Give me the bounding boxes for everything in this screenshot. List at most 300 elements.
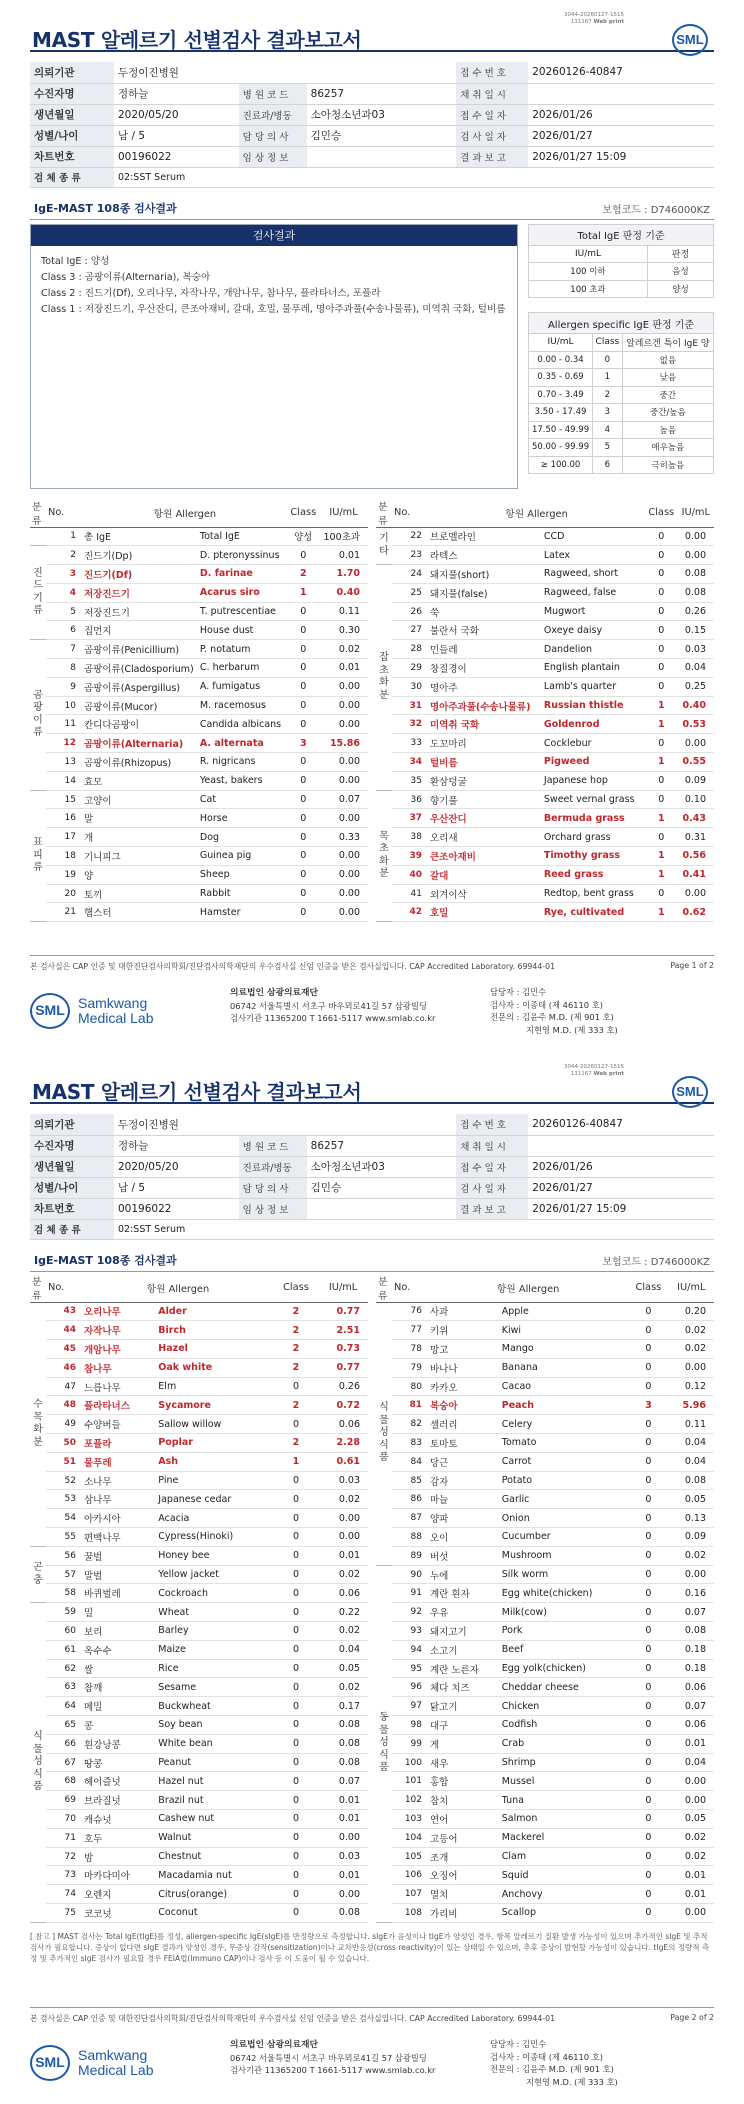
allergen-english: Ash bbox=[156, 1452, 274, 1471]
allergen-english: Pork bbox=[500, 1622, 628, 1641]
allergen-korean: 명아주과풀(수송나물류) bbox=[428, 696, 542, 715]
allergen-korean: 호두 bbox=[82, 1828, 156, 1847]
allergen-english: Rabbit bbox=[198, 884, 288, 903]
table-row bbox=[30, 1565, 368, 1584]
allergen-no: 79 bbox=[392, 1358, 428, 1377]
allergen-no: 81 bbox=[392, 1396, 428, 1415]
total-ige-criteria-table: Total IgE 판정 기준 IU/mL 판정 100 이하 음성 100 초과 양성 bbox=[528, 224, 714, 299]
table-row bbox=[376, 1302, 714, 1321]
allergen-class: 0 bbox=[288, 621, 319, 640]
allergen-class: 0 bbox=[274, 1828, 318, 1847]
allergen-class: 0 bbox=[645, 659, 677, 678]
allergen-korean: 연어 bbox=[428, 1810, 500, 1829]
allergen-value: 0.31 bbox=[678, 828, 715, 847]
allergen-korean: 자작나무 bbox=[82, 1321, 156, 1340]
allergen-value: 0.06 bbox=[318, 1584, 368, 1603]
allergen-korean: 삼나무 bbox=[82, 1490, 156, 1509]
allergen-korean: 밀 bbox=[82, 1603, 156, 1622]
allergen-no: 58 bbox=[46, 1584, 82, 1603]
allergen-korean: 칸디다곰팡이 bbox=[82, 715, 198, 734]
allergen-no: 72 bbox=[46, 1847, 82, 1866]
allergen-value: 0.43 bbox=[678, 809, 715, 828]
allergen-korean: 보리 bbox=[82, 1622, 156, 1641]
table-row bbox=[30, 1791, 368, 1810]
allergen-korean: 쑥 bbox=[428, 602, 542, 621]
col-header-grp: 분류 bbox=[30, 1274, 46, 1303]
print-code: 3044-20260127-1515 131167 Web print bbox=[564, 1064, 624, 1077]
patient-info-table: 의뢰기관 두정이진병원 접 수 번 호 20260126-40847 수진자명 정하늘 병 원 코 드 86257 채 취 일 시 생년월일 2020/05/20 진료과/병동 소아청소년과03 접 수 일 자 2026/01/26 성별/나이 남 / 5 담 당 의 사 김민승 검 사 일 자 2026/01/27 차트번호 00196022 임 상 정 보 결 과 보 고 2026/01/27 15:09 검 체 종 류 02:SST Serum bbox=[30, 1114, 714, 1240]
allergen-value: 0.13 bbox=[669, 1509, 714, 1528]
table-row bbox=[376, 1622, 714, 1641]
table-row bbox=[376, 1546, 714, 1565]
allergen-class: 0 bbox=[274, 1716, 318, 1735]
allergen-value: 0.05 bbox=[669, 1810, 714, 1829]
allergen-korean: 큰조아재비 bbox=[428, 847, 542, 866]
allergen-value: 0.05 bbox=[318, 1659, 368, 1678]
allergen-korean: 카카오 bbox=[428, 1377, 500, 1396]
allergen-korean: 당근 bbox=[428, 1452, 500, 1471]
allergen-value: 0.07 bbox=[669, 1697, 714, 1716]
allergen-class: 0 bbox=[628, 1640, 668, 1659]
allergen-english: Oxeye daisy bbox=[542, 621, 645, 640]
allergen-no: 7 bbox=[46, 640, 82, 659]
allergen-value: 0.00 bbox=[678, 527, 715, 546]
table-row bbox=[30, 809, 368, 828]
allergen-class: 0 bbox=[274, 1697, 318, 1716]
table-row bbox=[30, 1415, 368, 1434]
allergen-korean: 호밀 bbox=[428, 903, 542, 922]
allergen-korean: 마늘 bbox=[428, 1490, 500, 1509]
allergen-value: 0.25 bbox=[678, 677, 715, 696]
allergen-korean: 곰팡이류(Cladosporium) bbox=[82, 659, 198, 678]
allergen-korean: 셀러리 bbox=[428, 1415, 500, 1434]
allergen-english: Sheep bbox=[198, 865, 288, 884]
table-row bbox=[376, 828, 714, 847]
allergen-value: 0.02 bbox=[669, 1321, 714, 1340]
allergen-class: 1 bbox=[645, 809, 677, 828]
allergen-korean: 양파 bbox=[428, 1509, 500, 1528]
allergen-value: 0.00 bbox=[319, 677, 368, 696]
allergen-value: 0.03 bbox=[318, 1847, 368, 1866]
allergen-no: 107 bbox=[392, 1885, 428, 1904]
allergen-korean: 오리새 bbox=[428, 828, 542, 847]
allergen-english: Poplar bbox=[156, 1434, 274, 1453]
allergen-no: 66 bbox=[46, 1734, 82, 1753]
col-header-allergen: 항원 Allergen bbox=[82, 499, 288, 528]
allergen-value: 1.70 bbox=[319, 565, 368, 584]
allergen-class: 0 bbox=[628, 1358, 668, 1377]
table-row bbox=[30, 715, 368, 734]
allergen-no: 48 bbox=[46, 1396, 82, 1415]
allergen-no: 52 bbox=[46, 1471, 82, 1490]
allergen-value: 0.04 bbox=[318, 1640, 368, 1659]
allergen-english: Beef bbox=[500, 1640, 628, 1659]
allergen-value: 0.01 bbox=[669, 1885, 714, 1904]
allergen-value: 0.01 bbox=[318, 1791, 368, 1810]
allergen-korean: 미역취 국화 bbox=[428, 715, 542, 734]
col-header-no: No. bbox=[46, 499, 82, 528]
allergen-korean: 메밀 bbox=[82, 1697, 156, 1716]
allergen-value: 0.55 bbox=[678, 753, 715, 772]
table-row bbox=[376, 809, 714, 828]
allergen-korean: 바퀴벌레 bbox=[82, 1584, 156, 1603]
allergen-no: 80 bbox=[392, 1377, 428, 1396]
allergen-no: 106 bbox=[392, 1866, 428, 1885]
allergen-english: Russian thistle bbox=[542, 696, 645, 715]
table-header-row bbox=[376, 1274, 714, 1303]
table-row bbox=[376, 1734, 714, 1753]
allergen-english: English plantain bbox=[542, 659, 645, 678]
table-row bbox=[376, 677, 714, 696]
table-row bbox=[30, 621, 368, 640]
allergen-english: Scallop bbox=[500, 1904, 628, 1923]
allergen-english: Cashew nut bbox=[156, 1810, 274, 1829]
allergen-value: 0.04 bbox=[669, 1452, 714, 1471]
allergen-no: 44 bbox=[46, 1321, 82, 1340]
col-header-grp: 분류 bbox=[376, 499, 392, 528]
page-footer: 본 검사실은 CAP 인증 및 대한진단검사의학회/진단검사의학재단의 우수검사실 신임 인증을 받은 검사실입니다. CAP Accredited Laboratory. 69944-01 Page 2 of 2 SML Samkwang Medical Lab 의료법인 삼광의료재단 06742 서울특별시 서초구 바우뫼로41길 57 삼광빌딩 검사기관 11365200 T 1661-5117 www.smlab.co.kr 담당자 : 김민수 검사자 : 이종태 (제 46110 호) 전문의 : 김윤주 M.D. (제 901 호) 지현영 M.D. (제 333 호) bbox=[30, 2007, 714, 2088]
allergen-value: 0.02 bbox=[669, 1847, 714, 1866]
table-row bbox=[30, 1622, 368, 1641]
allergen-english: Rice bbox=[156, 1659, 274, 1678]
allergen-class: 0 bbox=[274, 1565, 318, 1584]
allergen-korean: 브로멜라인 bbox=[428, 527, 542, 546]
table-row bbox=[30, 583, 368, 602]
reference-note: [ 참고 ] MAST 검사는 Total IgE(tIgE)를 정성, allergen-specific IgE(sIgE)를 반정량으로 측정합니다. sIgE가 음성이나 tIgE가 양성인 경우, 항목 알레르기 질환 발생 가능성이 있으며 추가적인 sIgE 및 추적검사가 필요합니다. 증상이 없다면 sIgE 결과가 양성인 경우, 무증상 감작(sensitization)이나 교차반응성(cross reactivity)이 있는 상태일 수 있으며, 추후 증상이 발현할 가능성이 있습니다. tIgE의 정량적 측정 및 추가적인 sIgE 검사가 필요할 경우 FEIA법(Immuno CAP)이나 검사 등 이 도움이 될 수 있습니다. bbox=[30, 1931, 710, 1963]
allergen-value: 0.30 bbox=[319, 621, 368, 640]
allergen-korean: 포플라 bbox=[82, 1434, 156, 1453]
allergen-no: 71 bbox=[46, 1828, 82, 1847]
allergen-class: 0 bbox=[274, 1791, 318, 1810]
allergen-value: 0.03 bbox=[318, 1471, 368, 1490]
table-row bbox=[376, 1603, 714, 1622]
allergen-english: Rye, cultivated bbox=[542, 903, 645, 922]
allergen-class: 0 bbox=[628, 1904, 668, 1923]
allergen-no: 94 bbox=[392, 1640, 428, 1659]
allergen-no: 67 bbox=[46, 1753, 82, 1772]
group-label: 곤 충 bbox=[30, 1546, 46, 1602]
table-row bbox=[376, 1659, 714, 1678]
allergen-english: Reed grass bbox=[542, 865, 645, 884]
table-row bbox=[30, 1546, 368, 1565]
allergen-korean: 땅콩 bbox=[82, 1753, 156, 1772]
allergen-english: Dog bbox=[198, 828, 288, 847]
allergen-no: 62 bbox=[46, 1659, 82, 1678]
allergen-class: 0 bbox=[274, 1377, 318, 1396]
sml-logo-icon: SML bbox=[672, 1076, 708, 1108]
allergen-korean: 바나나 bbox=[428, 1358, 500, 1377]
allergen-english: Timothy grass bbox=[542, 847, 645, 866]
print-code: 3044-20260127-1515 131167 Web print bbox=[564, 12, 624, 25]
allergen-korean: 총 IgE bbox=[82, 527, 198, 546]
allergen-class: 0 bbox=[645, 565, 677, 584]
allergen-korean: 꿀벌 bbox=[82, 1546, 156, 1565]
allergen-korean: 소고기 bbox=[428, 1640, 500, 1659]
allergen-english: Candida albicans bbox=[198, 715, 288, 734]
allergen-no: 55 bbox=[46, 1528, 82, 1547]
allergen-korean: 오리나무 bbox=[82, 1302, 156, 1321]
allergen-no: 10 bbox=[46, 696, 82, 715]
allergen-value: 0.03 bbox=[678, 640, 715, 659]
allergen-english: Egg white(chicken) bbox=[500, 1584, 628, 1603]
result-section bbox=[30, 224, 714, 489]
allergen-value: 0.77 bbox=[318, 1358, 368, 1377]
allergen-class: 0 bbox=[274, 1603, 318, 1622]
allergen-korean: 헤이즐넛 bbox=[82, 1772, 156, 1791]
allergen-class: 2 bbox=[288, 565, 319, 584]
allergen-value: 2.51 bbox=[318, 1321, 368, 1340]
allergen-value: 0.01 bbox=[669, 1734, 714, 1753]
allergen-class: 0 bbox=[628, 1866, 668, 1885]
allergen-class: 1 bbox=[645, 696, 677, 715]
allergen-no: 83 bbox=[392, 1434, 428, 1453]
table-row bbox=[30, 753, 368, 772]
allergen-class: 0 bbox=[628, 1659, 668, 1678]
table-row bbox=[376, 1753, 714, 1772]
allergen-value: 0.40 bbox=[678, 696, 715, 715]
allergen-korean: 돼지고기 bbox=[428, 1622, 500, 1641]
table-row bbox=[30, 1471, 368, 1490]
allergen-no: 99 bbox=[392, 1734, 428, 1753]
table-row bbox=[30, 640, 368, 659]
allergen-value: 0.00 bbox=[319, 753, 368, 772]
col-header-cls: Class bbox=[274, 1274, 318, 1303]
allergen-class: 0 bbox=[274, 1622, 318, 1641]
page-footer: 본 검사실은 CAP 인증 및 대한진단검사의학회/진단검사의학재단의 우수검사실 신임 인증을 받은 검사실입니다. CAP Accredited Laboratory. 69944-01 Page 1 of 2 SML Samkwang Medical Lab 의료법인 삼광의료재단 06742 서울특별시 서초구 바우뫼로41길 57 삼광빌딩 검사기관 11365200 T 1661-5117 www.smlab.co.kr 담당자 : 김민수 검사자 : 이종태 (제 46110 호) 전문의 : 김윤주 M.D. (제 901 호) 지현영 M.D. (제 333 호) bbox=[30, 955, 714, 1036]
table-row bbox=[376, 659, 714, 678]
allergen-no: 95 bbox=[392, 1659, 428, 1678]
allergen-english: C. herbarum bbox=[198, 659, 288, 678]
allergen-korean: 토마토 bbox=[428, 1434, 500, 1453]
allergen-no: 39 bbox=[392, 847, 428, 866]
allergen-korean: 우유 bbox=[428, 1603, 500, 1622]
allergen-no: 75 bbox=[46, 1904, 82, 1923]
allergen-value: 0.02 bbox=[669, 1546, 714, 1565]
allergen-class: 0 bbox=[628, 1490, 668, 1509]
col-header-no: No. bbox=[392, 1274, 428, 1303]
allergen-class: 0 bbox=[628, 1847, 668, 1866]
allergen-no: 51 bbox=[46, 1452, 82, 1471]
table-row bbox=[376, 1828, 714, 1847]
allergen-value: 0.77 bbox=[318, 1302, 368, 1321]
allergen-no: 102 bbox=[392, 1791, 428, 1810]
cap-note: 본 검사실은 CAP 인증 및 대한진단검사의학회/진단검사의학재단의 우수검사실 신임 인증을 받은 검사실입니다. CAP Accredited Laboratory. 69944-01 bbox=[30, 962, 556, 971]
allergen-no: 78 bbox=[392, 1340, 428, 1359]
specific-ige-criteria-table: Allergen specific IgE 판정 기준 IU/mL Class 알레르겐 특이 IgE 양 0.00 - 0.34 0 없음 0.35 - 0.69 1 낮음 0.70 - 3.49 2 중간 3.50 - 17.49 3 중간/높음 17.50 - 49.99 4 높음 50.00 - 99.99 5 매우높음 ≥ 100.00 6 극히높음 bbox=[528, 312, 714, 474]
allergen-english: Cucumber bbox=[500, 1528, 628, 1547]
allergen-english: Acacia bbox=[156, 1509, 274, 1528]
allergen-class: 0 bbox=[628, 1434, 668, 1453]
samkwang-logo: SML Samkwang Medical Lab bbox=[30, 2038, 230, 2088]
allergen-no: 11 bbox=[46, 715, 82, 734]
allergen-korean: 도꼬마리 bbox=[428, 734, 542, 753]
table-row bbox=[30, 1734, 368, 1753]
allergen-english: Japanese cedar bbox=[156, 1490, 274, 1509]
allergen-korean: 명아주 bbox=[428, 677, 542, 696]
table-row bbox=[30, 1452, 368, 1471]
allergen-no: 88 bbox=[392, 1528, 428, 1547]
allergen-english: Tuna bbox=[500, 1791, 628, 1810]
table-row bbox=[30, 1640, 368, 1659]
allergen-no: 14 bbox=[46, 771, 82, 790]
allergen-korean: 흰강낭콩 bbox=[82, 1734, 156, 1753]
allergen-value: 0.04 bbox=[669, 1434, 714, 1453]
allergen-class: 0 bbox=[645, 771, 677, 790]
allergen-class: 0 bbox=[628, 1622, 668, 1641]
allergen-no: 56 bbox=[46, 1546, 82, 1565]
allergen-no: 82 bbox=[392, 1415, 428, 1434]
allergen-english: Clam bbox=[500, 1847, 628, 1866]
allergen-class: 0 bbox=[645, 621, 677, 640]
table-row bbox=[376, 1885, 714, 1904]
samkwang-logo: SML Samkwang Medical Lab bbox=[30, 986, 230, 1036]
allergen-value: 0.40 bbox=[319, 583, 368, 602]
group-label: 곰 팡 이 류 bbox=[30, 640, 46, 790]
table-row bbox=[30, 790, 368, 809]
allergen-no: 84 bbox=[392, 1452, 428, 1471]
allergen-english: Macadamia nut bbox=[156, 1866, 274, 1885]
allergen-value: 0.00 bbox=[669, 1772, 714, 1791]
allergen-korean: 옥수수 bbox=[82, 1640, 156, 1659]
allergen-table-right bbox=[376, 1274, 714, 1923]
allergen-korean: 곰팡이류(Aspergillus) bbox=[82, 677, 198, 696]
table-header-row bbox=[30, 1274, 368, 1303]
report-title: MAST 알레르기 선별검사 결과보고서 bbox=[32, 28, 362, 52]
allergen-class: 0 bbox=[274, 1885, 318, 1904]
allergen-korean: 감자 bbox=[428, 1471, 500, 1490]
allergen-english: Onion bbox=[500, 1509, 628, 1528]
allergen-english: CCD bbox=[542, 527, 645, 546]
allergen-value: 0.06 bbox=[318, 1415, 368, 1434]
allergen-class: 2 bbox=[274, 1340, 318, 1359]
allergen-table-left bbox=[30, 1274, 368, 1923]
allergen-no: 17 bbox=[46, 828, 82, 847]
allergen-no: 5 bbox=[46, 602, 82, 621]
group-label: 수 목 화 분 bbox=[30, 1302, 46, 1546]
allergen-no: 2 bbox=[46, 546, 82, 565]
allergen-value: 0.06 bbox=[669, 1678, 714, 1697]
allergen-korean: 곰팡이류(Alternaria) bbox=[82, 734, 198, 753]
allergen-class: 0 bbox=[288, 602, 319, 621]
allergen-value: 0.09 bbox=[669, 1528, 714, 1547]
allergen-korean: 곰팡이류(Mucor) bbox=[82, 696, 198, 715]
allergen-value: 0.08 bbox=[669, 1471, 714, 1490]
allergen-english: Soy bean bbox=[156, 1716, 274, 1735]
allergen-class: 1 bbox=[288, 583, 319, 602]
allergen-english: Cockroach bbox=[156, 1584, 274, 1603]
allergen-no: 16 bbox=[46, 809, 82, 828]
col-header-iu: IU/mL bbox=[669, 1274, 714, 1303]
allergen-no: 46 bbox=[46, 1358, 82, 1377]
allergen-english: Walnut bbox=[156, 1828, 274, 1847]
allergen-english: Horse bbox=[198, 809, 288, 828]
group-label: 기 타 bbox=[376, 527, 392, 565]
table-header-row bbox=[376, 499, 714, 528]
allergen-english: Shrimp bbox=[500, 1753, 628, 1772]
group-label: 진 드 기 류 bbox=[30, 546, 46, 640]
allergen-english: Codfish bbox=[500, 1716, 628, 1735]
allergen-no: 4 bbox=[46, 583, 82, 602]
allergen-english: A. fumigatus bbox=[198, 677, 288, 696]
allergen-no: 92 bbox=[392, 1603, 428, 1622]
allergen-class: 0 bbox=[288, 753, 319, 772]
allergen-class: 0 bbox=[288, 659, 319, 678]
allergen-no: 85 bbox=[392, 1471, 428, 1490]
allergen-english: Ragweed, short bbox=[542, 565, 645, 584]
allergen-value: 0.00 bbox=[669, 1904, 714, 1923]
reference-criteria bbox=[528, 224, 714, 489]
table-row bbox=[30, 1584, 368, 1603]
table-row bbox=[30, 677, 368, 696]
allergen-no: 50 bbox=[46, 1434, 82, 1453]
allergen-no: 43 bbox=[46, 1302, 82, 1321]
allergen-korean: 말벌 bbox=[82, 1565, 156, 1584]
allergen-class: 0 bbox=[274, 1528, 318, 1547]
allergen-no: 86 bbox=[392, 1490, 428, 1509]
allergen-english: D. farinae bbox=[198, 565, 288, 584]
allergen-english: P. notatum bbox=[198, 640, 288, 659]
allergen-no: 47 bbox=[46, 1377, 82, 1396]
allergen-value: 0.00 bbox=[669, 1791, 714, 1810]
allergen-korean: 털비름 bbox=[428, 753, 542, 772]
allergen-class: 0 bbox=[645, 884, 677, 903]
table-row bbox=[376, 734, 714, 753]
allergen-no: 65 bbox=[46, 1716, 82, 1735]
table-row bbox=[30, 696, 368, 715]
allergen-class: 0 bbox=[628, 1791, 668, 1810]
allergen-value: 0.11 bbox=[319, 602, 368, 621]
patient-info-table: 의뢰기관 두정이진병원 접 수 번 호 20260126-40847 수진자명 정하늘 병 원 코 드 86257 채 취 일 시 생년월일 2020/05/20 진료과/병동 소아청소년과03 접 수 일 자 2026/01/26 성별/나이 남 / 5 담 당 의 사 김민승 검 사 일 자 2026/01/27 차트번호 00196022 임 상 정 보 결 과 보 고 2026/01/27 15:09 검 체 종 류 02:SST Serum bbox=[30, 62, 714, 188]
allergen-value: 0.26 bbox=[678, 602, 715, 621]
allergen-value: 0.00 bbox=[319, 696, 368, 715]
col-header-grp: 분류 bbox=[376, 1274, 392, 1303]
allergen-value: 0.00 bbox=[319, 903, 368, 922]
allergen-korean: 햄스터 bbox=[82, 903, 198, 922]
allergen-class: 0 bbox=[288, 884, 319, 903]
allergen-no: 103 bbox=[392, 1810, 428, 1829]
table-row bbox=[376, 884, 714, 903]
allergen-class: 3 bbox=[288, 734, 319, 753]
allergen-korean: 수양버들 bbox=[82, 1415, 156, 1434]
page-number: Page 1 of 2 bbox=[670, 961, 714, 970]
allergen-english: Hazel bbox=[156, 1340, 274, 1359]
allergen-korean: 진드기(Df) bbox=[82, 565, 198, 584]
group-label: 동 물 성 식 품 bbox=[376, 1565, 392, 1922]
allergen-english: Maize bbox=[156, 1640, 274, 1659]
allergen-class: 0 bbox=[274, 1772, 318, 1791]
allergen-value: 0.00 bbox=[669, 1565, 714, 1584]
group-label: 표 피 류 bbox=[30, 790, 46, 922]
allergen-english: M. racemosus bbox=[198, 696, 288, 715]
table-row bbox=[30, 1528, 368, 1547]
allergen-class: 0 bbox=[645, 734, 677, 753]
allergen-class: 0 bbox=[288, 696, 319, 715]
allergen-class: 0 bbox=[628, 1471, 668, 1490]
allergen-korean: 참깨 bbox=[82, 1678, 156, 1697]
allergen-no: 87 bbox=[392, 1509, 428, 1528]
allergen-english: Carrot bbox=[500, 1452, 628, 1471]
table-row bbox=[30, 1753, 368, 1772]
allergen-class: 0 bbox=[274, 1753, 318, 1772]
table-row bbox=[376, 546, 714, 565]
allergen-value: 0.12 bbox=[669, 1377, 714, 1396]
allergen-class: 0 bbox=[288, 677, 319, 696]
report-header bbox=[30, 1052, 714, 1104]
allergen-english: Sesame bbox=[156, 1678, 274, 1697]
allergen-korean: 멸치 bbox=[428, 1885, 500, 1904]
table-row bbox=[376, 1396, 714, 1415]
result-summary-box: 검사결과 Total IgE : 양성 Class 3 : 곰팡이류(Alternaria), 복숭아 Class 2 : 진드기(Df), 오리나무, 자작나무, 개암나무, 참나무, 플라타너스, 포플라 Class 1 : 저장진드기, 우산잔디, 큰조아재비, 갈대, 호밀, 물푸레, 명아주과풀(수송나물류), 미역취 국화, 털비름 bbox=[30, 224, 518, 489]
